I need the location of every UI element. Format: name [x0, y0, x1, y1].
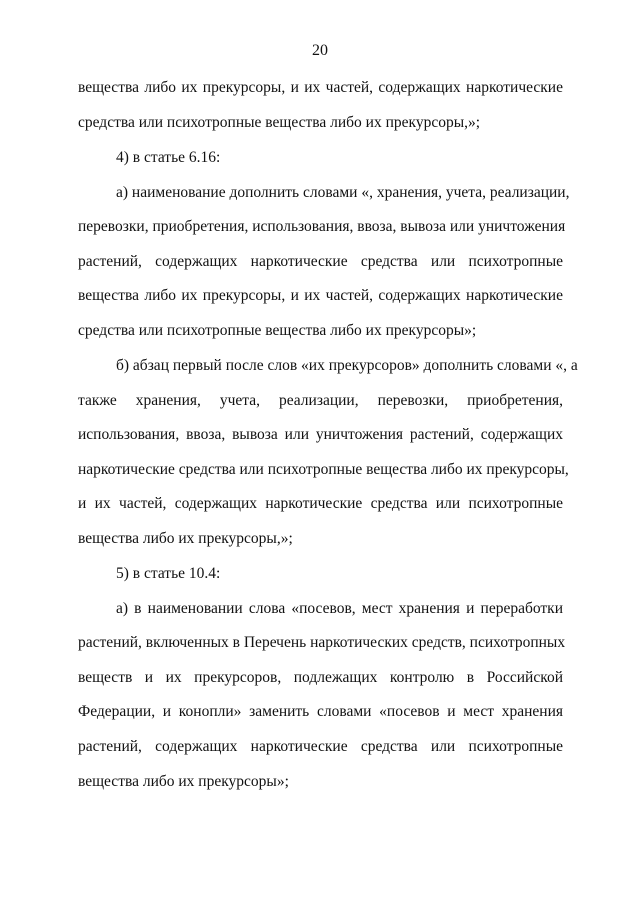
item-4-heading: 4) в статье 6.16:: [116, 149, 221, 166]
text-line-13: и их частей, содержащих наркотические средства или психотропные: [78, 495, 563, 512]
text-line-7: вещества либо их прекурсоры, и их частей, содержащих наркотические: [78, 287, 563, 304]
page-number: 20: [312, 42, 328, 59]
text-line-1: вещества либо их прекурсоры, и их частей, содержащих наркотические: [78, 79, 563, 96]
text-line-14: вещества либо их прекурсоры,»;: [78, 530, 293, 547]
text-line-4: а) наименование дополнить словами «, хранения, учета, реализации,: [116, 184, 570, 201]
text-line-21: вещества либо их прекурсоры»;: [78, 773, 289, 790]
text-line-6: растений, содержащих наркотические средства или психотропные: [78, 253, 563, 270]
text-line-20: растений, содержащих наркотические средства или психотропные: [78, 738, 563, 755]
text-line-12: наркотические средства или психотропные вещества либо их прекурсоры,: [78, 461, 569, 478]
text-line-19: Федерации, и конопли» заменить словами «посевов и мест хранения: [78, 703, 563, 720]
text-line-18: веществ и их прекурсоров, подлежащих контролю в Российской: [78, 669, 563, 686]
text-line-11: использования, ввоза, вывоза или уничтожения растений, содержащих: [78, 426, 563, 443]
text-line-8: средства или психотропные вещества либо их прекурсоры»;: [78, 322, 477, 339]
text-line-5: перевозки, приобретения, использования, ввоза, вывоза или уничтожения: [78, 218, 566, 235]
text-line-9: б) абзац первый после слов «их прекурсоров» дополнить словами «, а: [116, 357, 578, 374]
item-5-heading: 5) в статье 10.4:: [116, 565, 221, 582]
text-line-17: растений, включенных в Перечень наркотических средств, психотропных: [78, 634, 566, 651]
text-line-2: средства или психотропные вещества либо их прекурсоры,»;: [78, 114, 481, 131]
text-line-10: также хранения, учета, реализации, перевозки, приобретения,: [78, 392, 563, 409]
text-line-16: а) в наименовании слова «посевов, мест хранения и переработки: [116, 600, 563, 617]
